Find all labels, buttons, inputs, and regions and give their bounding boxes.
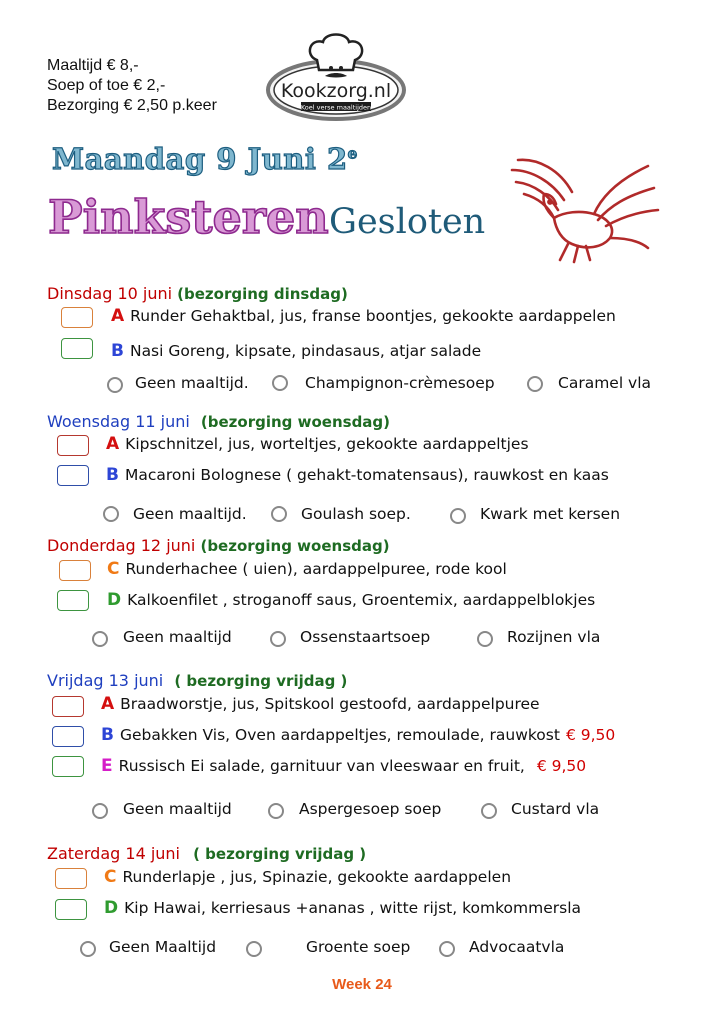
option-label: Custard vla [511,800,600,818]
day-header-donderdag [47,536,390,555]
delivery-note: ( bezorging vrijdag ) [174,672,348,690]
radio-dinsdag-1[interactable] [107,377,123,393]
meal-text: Kipschnitzel, jus, worteltjes, gekookte aardappeltjes [125,435,529,453]
delivery-note: ( bezorging vrijdag ) [193,845,367,863]
meal-price: € 9,50 [536,757,587,775]
meal-option-dinsdag-b [111,341,481,361]
radio-donderdag-3[interactable] [477,631,493,647]
meal-letter: C [107,559,120,579]
closed-label: Gesloten [329,202,486,242]
meal-letter: A [106,434,120,454]
meal-text: Russisch Ei salade, garnituur van vleeswaar en fruit, [118,757,525,775]
option-label: Geen maaltijd [123,800,232,818]
day-header-dinsdag [47,284,348,303]
radio-woensdag-1[interactable] [103,506,119,522]
meal-text: Runder Gehaktbal, jus, franse boontjes, gekookte aardappelen [130,307,616,325]
radio-vrijdag-3[interactable] [481,803,497,819]
meal-checkbox-zaterdag-d[interactable] [55,899,87,920]
delivery-note: (bezorging woensdag) [200,537,390,555]
meal-text: Runderhachee ( uien), aardappelpuree, rode kool [125,560,507,578]
day-name: Vrijdag 13 juni [47,671,164,690]
week-label: Week 24 [332,976,392,993]
delivery-note: (bezorging dinsdag) [177,285,348,303]
option-label: Aspergesoep soep [299,800,442,818]
day-name: Donderdag 12 juni [47,536,196,555]
radio-donderdag-2[interactable] [270,631,286,647]
option-label: Geen Maaltijd [109,938,217,956]
meal-letter: D [104,898,119,918]
meal-checkbox-dinsdag-b[interactable] [61,338,93,359]
meal-option-zaterdag-c [104,867,511,887]
meal-letter: A [111,306,125,326]
meal-checkbox-vrijdag-a[interactable] [52,696,84,717]
option-label: Goulash soep. [301,505,411,523]
radio-dinsdag-3[interactable] [527,376,543,392]
option-label: Geen maaltijd [123,628,232,646]
meal-letter: D [107,590,122,610]
meal-letter: A [101,694,115,714]
logo-name: Kookzorg.nl [280,80,392,102]
meal-option-vrijdag-e [101,756,586,776]
radio-zaterdag-2[interactable] [246,941,262,957]
meal-checkbox-vrijdag-b[interactable] [52,726,84,747]
dove-illustration [498,140,670,264]
meal-letter: C [104,867,117,887]
meal-price: € 9,50 [565,726,616,744]
radio-donderdag-1[interactable] [92,631,108,647]
price-list [47,56,217,116]
meal-text: Gebakken Vis, Oven aardappeltjes, remoulade, rauwkost [119,726,560,744]
meal-checkbox-donderdag-d[interactable] [57,590,89,611]
meal-letter: B [111,341,124,361]
day-header-vrijdag [47,671,347,690]
meal-option-donderdag-c [107,559,507,579]
radio-vrijdag-2[interactable] [268,803,284,819]
meal-checkbox-woensdag-a[interactable] [57,435,89,456]
option-label: Ossenstaartsoep [300,628,431,646]
radio-zaterdag-1[interactable] [80,941,96,957]
meal-letter: E [101,756,113,776]
option-label: Rozijnen vla [507,628,601,646]
radio-zaterdag-3[interactable] [439,941,455,957]
meal-option-vrijdag-a [101,694,540,714]
day-name: Dinsdag 10 juni [47,284,173,303]
day-name: Woensdag 11 juni [47,412,190,431]
price-meal: Maaltijd € 8,- [47,57,139,74]
meal-checkbox-vrijdag-e[interactable] [52,756,84,777]
meal-checkbox-dinsdag-a[interactable] [61,307,93,328]
day-header-zaterdag [47,844,366,863]
radio-woensdag-3[interactable] [450,508,466,524]
meal-text: Nasi Goreng, kipsate, pindasaus, atjar salade [129,342,482,360]
meal-option-dinsdag-a [111,306,616,326]
delivery-note: (bezorging woensdag) [200,413,391,431]
radio-vrijdag-1[interactable] [92,803,108,819]
meal-letter: B [106,465,119,485]
holiday-date [52,142,358,176]
option-label: Caramel vla [558,374,652,392]
radio-woensdag-2[interactable] [271,506,287,522]
meal-letter: B [101,725,114,745]
meal-checkbox-donderdag-c[interactable] [59,560,91,581]
meal-text: Braadworstje, jus, Spitskool gestoofd, aardappelpuree [120,695,540,713]
meal-option-vrijdag-b [101,725,615,745]
meal-checkbox-zaterdag-c[interactable] [55,868,87,889]
meal-text: Macaroni Bolognese ( gehakt-tomatensaus), rauwkost en kaas [124,466,609,484]
holiday-title: Pinksteren [48,190,329,244]
option-label: Geen maaltijd. [133,505,247,523]
holiday-date-sup: e [347,144,358,163]
option-label: Geen maaltijd. [135,374,249,392]
holiday-date-text: Maandag 9 Juni 2 [52,142,348,176]
option-label: Advocaatvla [469,938,565,956]
option-label: Groente soep [306,938,411,956]
logo-tagline: Koel verse maaltijden [300,103,372,112]
meal-option-woensdag-a [106,434,529,454]
radio-dinsdag-2[interactable] [272,375,288,391]
day-header-woensdag [47,412,390,431]
meal-option-zaterdag-d [104,898,581,918]
price-soup: Soep of toe € 2,- [47,77,166,94]
meal-text: Kalkoenfilet , stroganoff saus, Groentemix, aardappelblokjes [127,591,596,609]
meal-text: Runderlapje , jus, Spinazie, gekookte aardappelen [122,868,512,886]
meal-checkbox-woensdag-b[interactable] [57,465,89,486]
kookzorg-logo [265,30,407,122]
option-label: Kwark met kersen [480,505,621,523]
meal-option-woensdag-b [106,465,609,485]
day-name: Zaterdag 14 juni [47,844,180,863]
option-label: Champignon-crèmesoep [305,374,495,392]
price-delivery: Bezorging € 2,50 p.keer [47,97,217,114]
meal-text: Kip Hawai, kerriesaus +ananas , witte rijst, komkommersla [124,899,582,917]
meal-option-donderdag-d [107,590,595,610]
